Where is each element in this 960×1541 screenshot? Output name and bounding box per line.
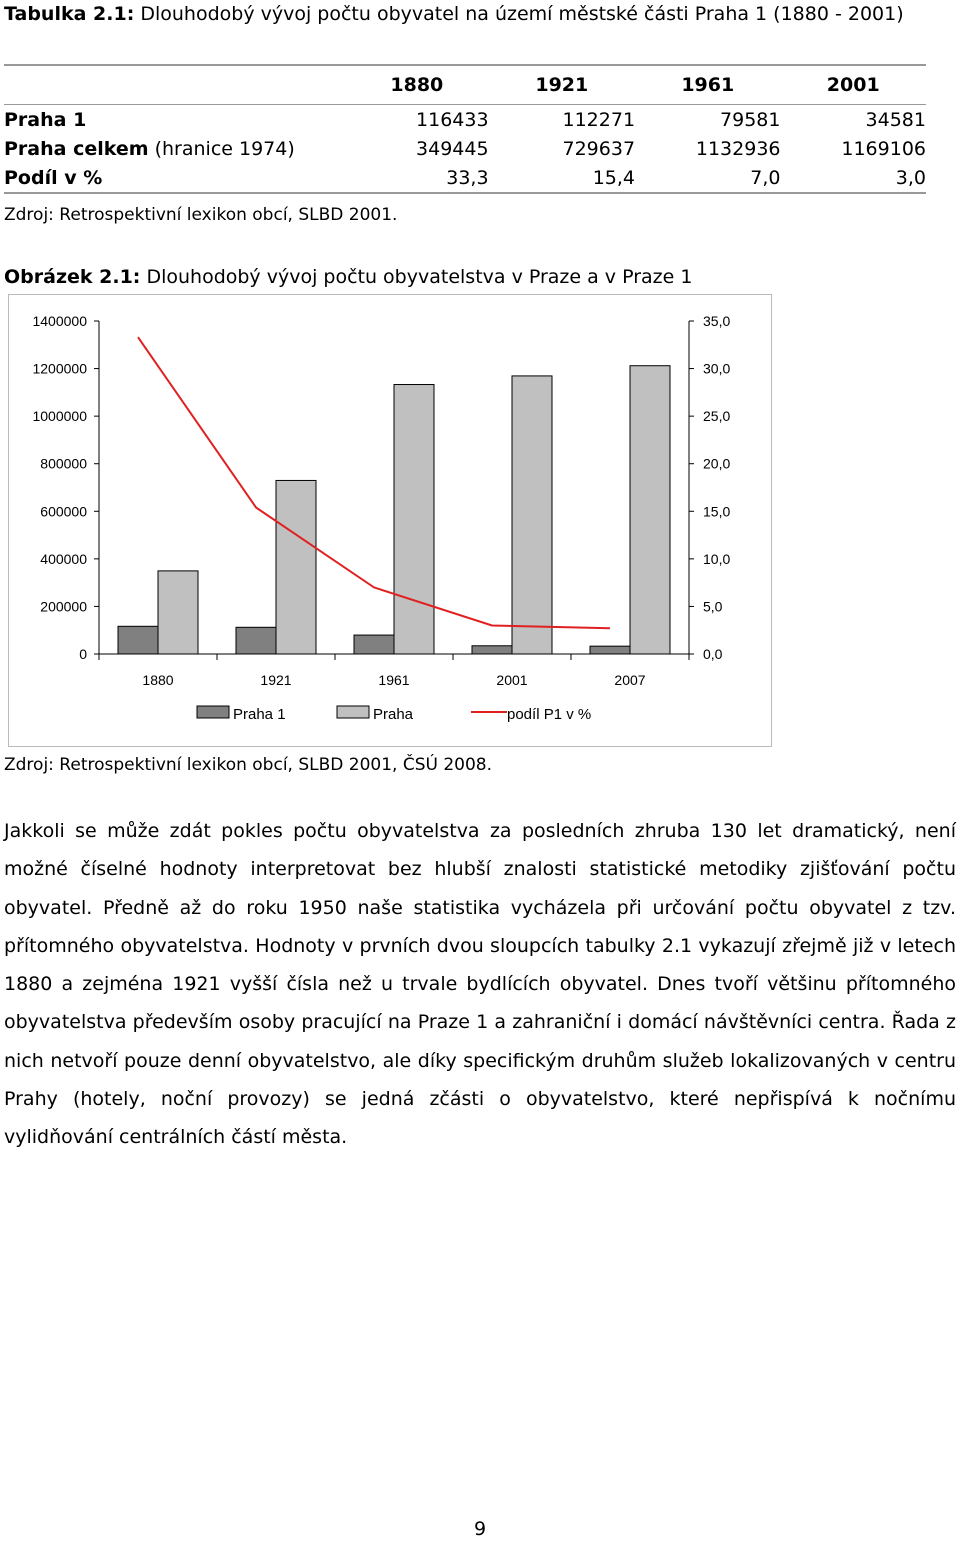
bar-praha: [158, 571, 198, 654]
bar-praha: [394, 385, 434, 654]
table-cell: 112271: [562, 108, 636, 131]
table-header-cell: 1921: [489, 65, 635, 105]
y-left-tick-label: 1200000: [32, 360, 87, 377]
table-header-cell: [4, 65, 345, 105]
table-row: [4, 134, 926, 163]
legend-label: podíl P1 v %: [507, 706, 592, 723]
legend-swatch: [337, 706, 369, 718]
x-tick-label: 1921: [260, 672, 292, 688]
x-tick-label: 2001: [496, 672, 528, 688]
y-right-tick-label: 0,0: [703, 646, 723, 662]
legend-label: Praha 1: [233, 706, 286, 723]
row-label: Podíl v %: [4, 163, 345, 193]
table-header-cell: 1961: [635, 65, 780, 105]
row-label: Praha celkem (hranice 1974): [4, 137, 295, 160]
figure-source: Zdroj: Retrospektivní lexikon obcí, SLBD 2001, ČSÚ 2008.: [4, 755, 493, 775]
x-tick-label: 1880: [142, 672, 174, 688]
table-cell: 79581: [720, 108, 781, 131]
table-cell: 729637: [562, 137, 636, 160]
table-cell: 349445: [416, 137, 489, 160]
bar-praha: [630, 366, 670, 654]
y-left-tick-label: 1400000: [32, 313, 87, 329]
y-left-tick-label: 1000000: [32, 408, 87, 425]
y-left-tick-label: 0: [79, 646, 87, 662]
legend-swatch: [197, 706, 229, 718]
x-tick-label: 1961: [378, 672, 410, 688]
page-number: 9: [473, 1518, 487, 1540]
table-header-cell: 1880: [345, 65, 488, 105]
table-cell: 15,4: [489, 163, 635, 193]
table-cell: 7,0: [635, 163, 780, 193]
y-right-tick-label: 15,0: [703, 503, 731, 520]
figure-caption: [4, 263, 692, 291]
y-right-tick-label: 20,0: [703, 455, 731, 472]
population-table: [4, 64, 926, 194]
table-cell: 33,3: [345, 163, 488, 193]
y-left-tick-label: 400000: [40, 550, 87, 567]
bar-praha-1: [472, 646, 512, 654]
table-cell: 1132936: [695, 137, 781, 160]
table-row: [4, 105, 926, 135]
body-paragraph: Jakkoli se může zdát pokles počtu obyvatelstva za posledních zhruba 130 let dramatický, není možné číselné hodnoty interpretovat bez hlubší znalosti statistické metodiky zjišťování počtu obyvatel. Předně až do roku 1950 naše statistika vycházela při určování počtu obyvatel z tzv. přítomného obyvatelstva. Hodnoty v prvních dvou sloupcích tabulky 2.1 vykazují zřejmě již v letech 1880 a zejména 1921 vyšší čísla než u trvale bydlících obyvatel. Dnes tvoří většinu přítomného obyvatelstva především osoby pracující na Praze 1 a zahraniční i domácí návštěvníci centra. Řada z nich netvoří pouze denní obyvatelstvo, ale díky specifickým druhům služeb lokalizovaných v centru Prahy (hotely, noční provozy) se jedná zčásti o obyvatelstvo, které nepřispívá k nočnímu vylidňování centrálních částí města.: [4, 820, 956, 1149]
bar-praha-1: [118, 626, 158, 654]
y-right-tick-label: 10,0: [703, 550, 731, 567]
table-cell: 116433: [416, 108, 489, 131]
bar-praha-1: [354, 635, 394, 654]
y-right-tick-label: 35,0: [703, 313, 731, 329]
population-chart: [8, 294, 772, 747]
x-tick-label: 2007: [614, 672, 646, 688]
table-header-cell: 2001: [781, 65, 927, 105]
table-source: Zdroj: Retrospektivní lexikon obcí, SLBD 2001.: [4, 205, 398, 225]
table-cell: 34581: [865, 108, 926, 131]
figure-caption-text: Dlouhodobý vývoj počtu obyvatelstva v Praze a v Praze 1: [140, 266, 693, 288]
bar-praha-1: [590, 646, 630, 654]
y-left-tick-label: 800000: [40, 455, 87, 472]
row-label: Praha 1: [4, 108, 87, 131]
chart-svg: [9, 295, 771, 746]
y-left-tick-label: 600000: [40, 503, 87, 520]
table-header-row: [4, 65, 926, 105]
table-row: [4, 163, 926, 193]
y-right-tick-label: 25,0: [703, 408, 731, 425]
bar-praha: [512, 376, 552, 654]
bar-praha: [276, 480, 316, 654]
table-cell: 3,0: [781, 163, 927, 193]
table-caption-label: Tabulka 2.1:: [4, 3, 135, 25]
y-right-tick-label: 5,0: [703, 598, 723, 615]
figure-caption-label: Obrázek 2.1:: [4, 266, 141, 288]
table-caption-text: Dlouhodobý vývoj počtu obyvatel na území městské části Praha 1 (1880 - 2001): [134, 3, 904, 25]
y-right-tick-label: 30,0: [703, 360, 731, 377]
legend-label: Praha: [373, 706, 414, 723]
y-left-tick-label: 200000: [40, 598, 87, 615]
bar-praha-1: [236, 627, 276, 654]
table-caption: [4, 0, 954, 28]
table-cell: 1169106: [841, 137, 926, 160]
